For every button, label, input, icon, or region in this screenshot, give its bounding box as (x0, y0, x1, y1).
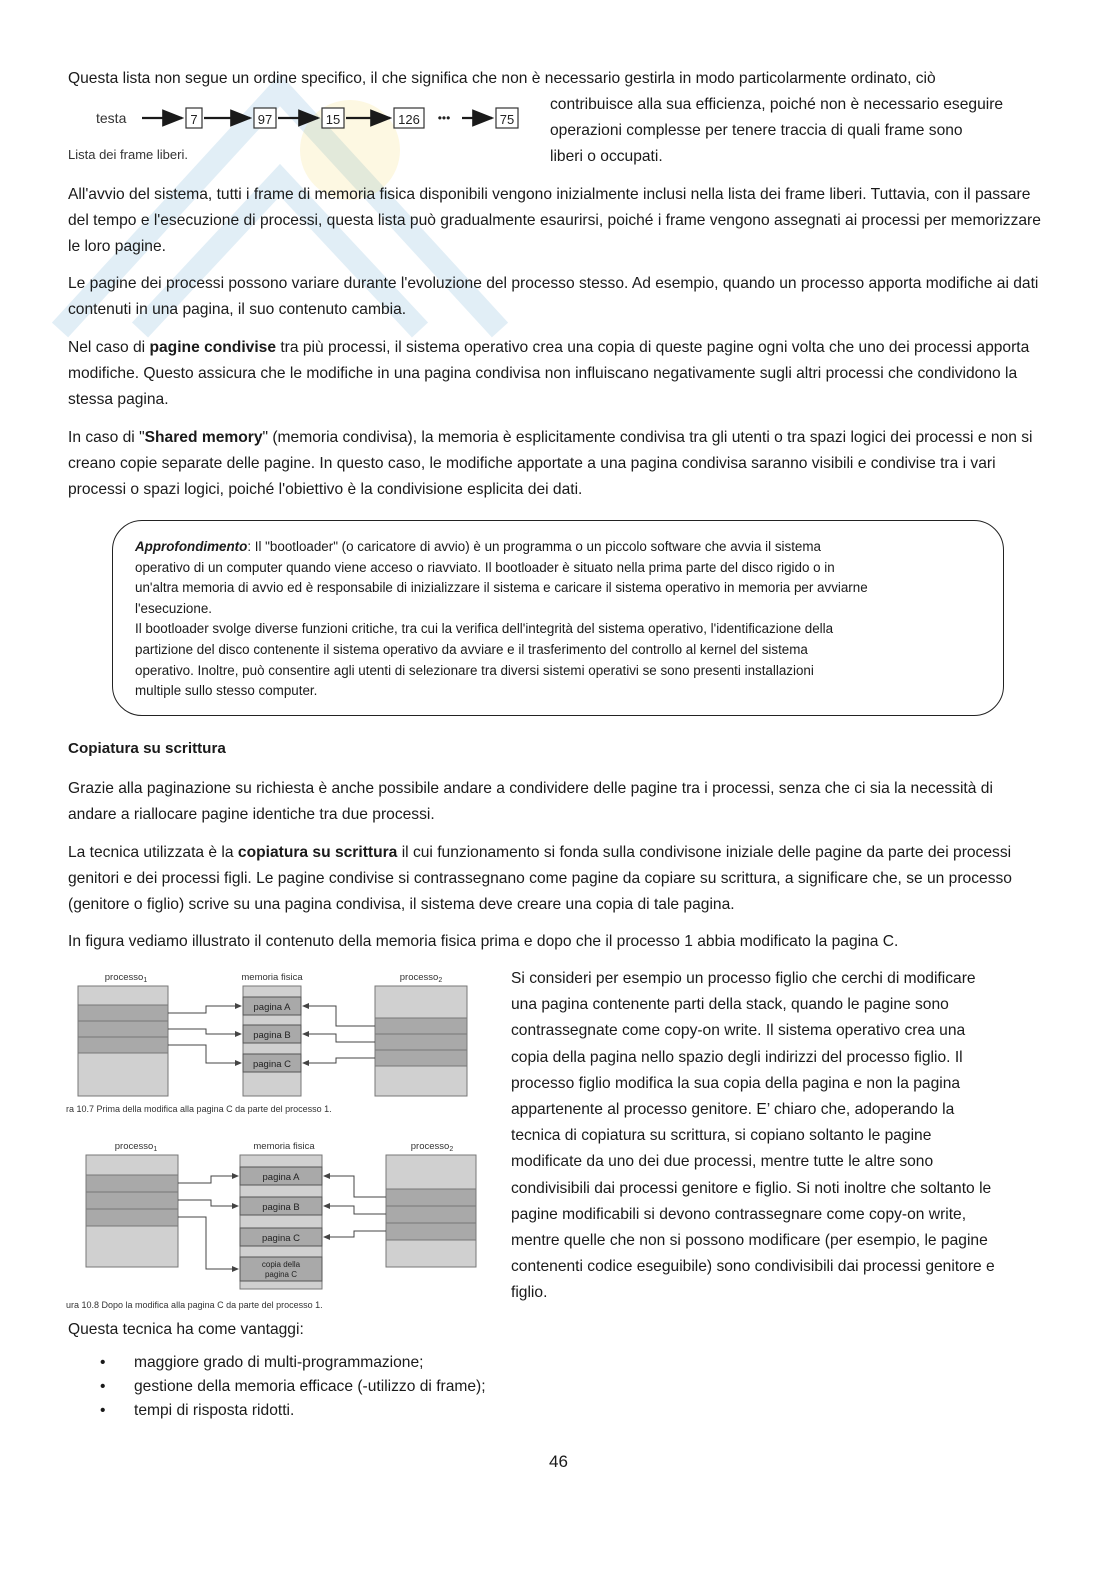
fig2-process1-page (86, 1175, 178, 1192)
fig2-process2-page (386, 1189, 476, 1206)
list-ellipsis: ••• (437, 111, 451, 125)
paragraph-intro-continued (550, 92, 1050, 171)
fig2-caption: ura 10.8 Dopo la modifica alla pagina C da parte del processo 1. (66, 1300, 323, 1310)
frame-label-126: 126 (398, 112, 420, 127)
free-frame-list-figure (68, 100, 538, 166)
fig2-copy-line1: copia della (261, 1260, 301, 1269)
fig2-right-label: processo$_2$ (410, 1141, 454, 1153)
fig1-process2-page (375, 1034, 467, 1050)
fig2-copy-line2: pagina C (264, 1270, 298, 1279)
fig2-mapping-arrow (178, 1217, 238, 1269)
paragraph-grazie: Grazie alla paginazione su richiesta è anche possibile andare a condividere delle pagine tra i processi, senza che ci sia la necessità di andare a riallocare pagine identiche tra due processi. (68, 780, 993, 824)
fig1-mapping-arrow (303, 1034, 375, 1042)
fig1-process2-page (375, 1050, 467, 1066)
text-line: pagine modificabili si devono contrassegnare come copy-on write, (511, 1205, 967, 1223)
vantaggi-intro: Questa tecnica ha come vantaggi: (68, 1321, 304, 1338)
fig2-mapping-arrow (324, 1206, 386, 1214)
fig2-mapping-arrow (178, 1176, 238, 1183)
text-line: figlio. (511, 1284, 548, 1302)
fig1-process1-page (78, 1037, 168, 1053)
paragraph-avvio: All'avvio del sistema, tutti i frame di memoria fisica disponibili vengono inizialmente inclusi nella lista dei frame liberi. Tuttavia, con il passare del tempo e l'esecuzione di processi, questa lista può gradualmente esaurirsi, poiché i frame vengono assegnati ai processi per memorizzare le loro pagine. (68, 186, 1041, 256)
side-explanation (511, 966, 1051, 1307)
text-line: mentre quelle che non si possono modificare (per esempio, le pagine (511, 1232, 988, 1250)
figure-after-modification (66, 1137, 486, 1313)
paragraph-condivise: Nel caso di pagine condivise tra più processi, il sistema operativo crea una copia di queste pagine ogni volta che uno dei processi apporta modifiche. Questo assicura che le modifiche in una pagina condivisa non influiscano negativamente sugli altri processi che condividono la stessa pagina. (68, 339, 1030, 409)
fig2-mapping-arrow (178, 1200, 238, 1206)
fig1-left-label: processo$_1$ (104, 972, 148, 984)
fig2-page-b: pagina B (262, 1202, 300, 1213)
list-item: • gestione della memoria efficace (-utilizzo di frame); (100, 1375, 486, 1399)
fig1-process1-page (78, 1021, 168, 1037)
fig2-process1-page (86, 1192, 178, 1209)
paragraph-figura: In figura vediamo illustrato il contenuto della memoria fisica prima e dopo che il processo 1 abbia modificato la pagina C. (68, 933, 899, 950)
callout-label: Approfondimento (135, 539, 248, 554)
fig1-right-label: processo$_2$ (399, 972, 443, 984)
text-line: condivisibili dai processi genitore e figlio. Si noti inoltre che soltanto le (511, 1179, 992, 1197)
fig2-left-label: processo$_1$ (114, 1141, 158, 1153)
fig1-page-b: pagina B (253, 1030, 291, 1041)
callout-text: Approfondimento: Il "bootloader" (o caricatore di avvio) è un programma o un piccolo software che avvia il sistema operativo di un computer quando viene acceso o riavviato. Il bootloader è situato nella prima parte del disco rigido o in un'altra memoria di avvio ed è responsabile di inizializzare il sistema e caricare il sistema operativo in memoria per avviarne l'esecuzione. Il bootloader svolge diverse funzioni critiche, tra cui la verifica dell'integrità del sistema operativo, l'identificazione della partizione del disco contenente il sistema operativo da avviare e il trasferimento del controllo al kernel del sistema operativo. Inoltre, può consentire agli utenti di selezionare tra diversi sistemi operativi se sono presenti installazioni multiple sullo stesso computer. (135, 539, 868, 699)
paragraph-intro: Questa lista non segue un ordine specifico, il che significa che non è necessario gestirla in modo particolarmente ordinato, ciò (68, 70, 936, 87)
list-item: • maggiore grado di multi-programmazione; (100, 1351, 486, 1375)
text-line: processo figlio modifica la sua copia della pagina e non la pagina (511, 1074, 961, 1092)
fig1-page-c: pagina C (252, 1059, 292, 1070)
text-line: Si consideri per esempio un processo figlio che cerchi di modificare (511, 970, 976, 987)
free-list-caption: Lista dei frame liberi. (68, 147, 188, 162)
fig1-mapping-arrow (303, 1006, 375, 1026)
paragraph-shared-memory: In caso di "Shared memory" (memoria condivisa), la memoria è esplicitamente condivisa tra gli utenti o tra spazi logici dei processi e non si creano copie separate delle pagine. In questo caso, le modifiche apportate a una pagina condivisa saranno visibili e condivise tra i vari processi o spazi logici, poiché l'obiettivo è la condivisione esplicita dei dati. (68, 429, 1033, 499)
fig1-mapping-arrow (168, 1006, 241, 1013)
list-head-label: testa (96, 110, 127, 126)
page-number: 46 (549, 1452, 568, 1471)
frame-label-97: 97 (257, 112, 273, 127)
fig1-mapping-arrow (303, 1058, 375, 1063)
fig1-mid-label: memoria fisica (241, 972, 303, 983)
text-line: appartenente al processo genitore. E’ chiaro che, adoperando la (511, 1101, 955, 1119)
fig2-process2-page (386, 1223, 476, 1240)
fig1-process2-page (375, 1018, 467, 1034)
paragraph-pagine: Le pagine dei processi possono variare durante l'evoluzione del processo stesso. Ad esempio, quando un processo apporta modifiche ai dati contenuti in una pagina, il suo contenuto cambia. (68, 275, 1039, 319)
figure-before-modification (66, 968, 486, 1118)
fig2-mapping-arrow (324, 1176, 386, 1197)
frame-label-7: 7 (190, 112, 198, 127)
fig1-page-a: pagina A (253, 1002, 291, 1013)
text-line: contribuisce alla sua efficienza, poiché non è necessario eseguire (550, 96, 1004, 113)
fig1-mapping-arrow (168, 1029, 241, 1034)
paragraph-tecnica: La tecnica utilizzata è la copiatura su scrittura il cui funzionamento si fonda sulla condivisone iniziale delle pagine da parte dei processi genitori e dei processi figli. Le pagine condivise si contrassegnano come pagine da copiare su scrittura, a significare che, se un processo (genitore o figlio) scrive su una pagina condivisa, il sistema deve creare una copia di tale pagina. (68, 844, 1012, 914)
fig2-mapping-arrow (324, 1231, 386, 1237)
frame-label-15: 15 (325, 112, 341, 127)
text-line: tecnica di copiatura su scrittura, si copiano soltanto le pagine (511, 1127, 932, 1145)
text-line: liberi o occupati. (550, 148, 663, 166)
fig2-page-c: pagina C (261, 1233, 301, 1244)
text-line: operazioni complesse per tenere traccia di quali frame sono (550, 122, 963, 140)
list-item: • tempi di risposta ridotti. (100, 1399, 486, 1423)
vantaggi-list (100, 1351, 486, 1423)
text-line: contrassegnate come copy-on write. Il sistema operativo crea una (511, 1022, 966, 1040)
text-line: una pagina contenente parti della stack, quando le pagine sono (511, 996, 949, 1014)
section-heading: Copiatura su scrittura (68, 740, 226, 757)
fig2-mid-label: memoria fisica (253, 1141, 315, 1152)
frame-label-75: 75 (499, 112, 515, 127)
text-line: copia della pagina nello spazio degli indirizzi del processo figlio. Il (511, 1048, 963, 1066)
fig2-process1-page (86, 1209, 178, 1226)
fig1-mapping-arrow (168, 1045, 241, 1063)
fig2-process2-page (386, 1206, 476, 1223)
fig2-page-a: pagina A (262, 1172, 300, 1183)
fig1-caption: ra 10.7 Prima della modifica alla pagina C da parte del processo 1. (66, 1104, 332, 1114)
text-line: contenenti codice eseguibile) sono condivisibili dai processi genitore e (511, 1258, 995, 1276)
fig1-process1-page (78, 1005, 168, 1021)
text-line: modificate da uno dei due processi, mentre tutte le altre sono (511, 1153, 934, 1171)
